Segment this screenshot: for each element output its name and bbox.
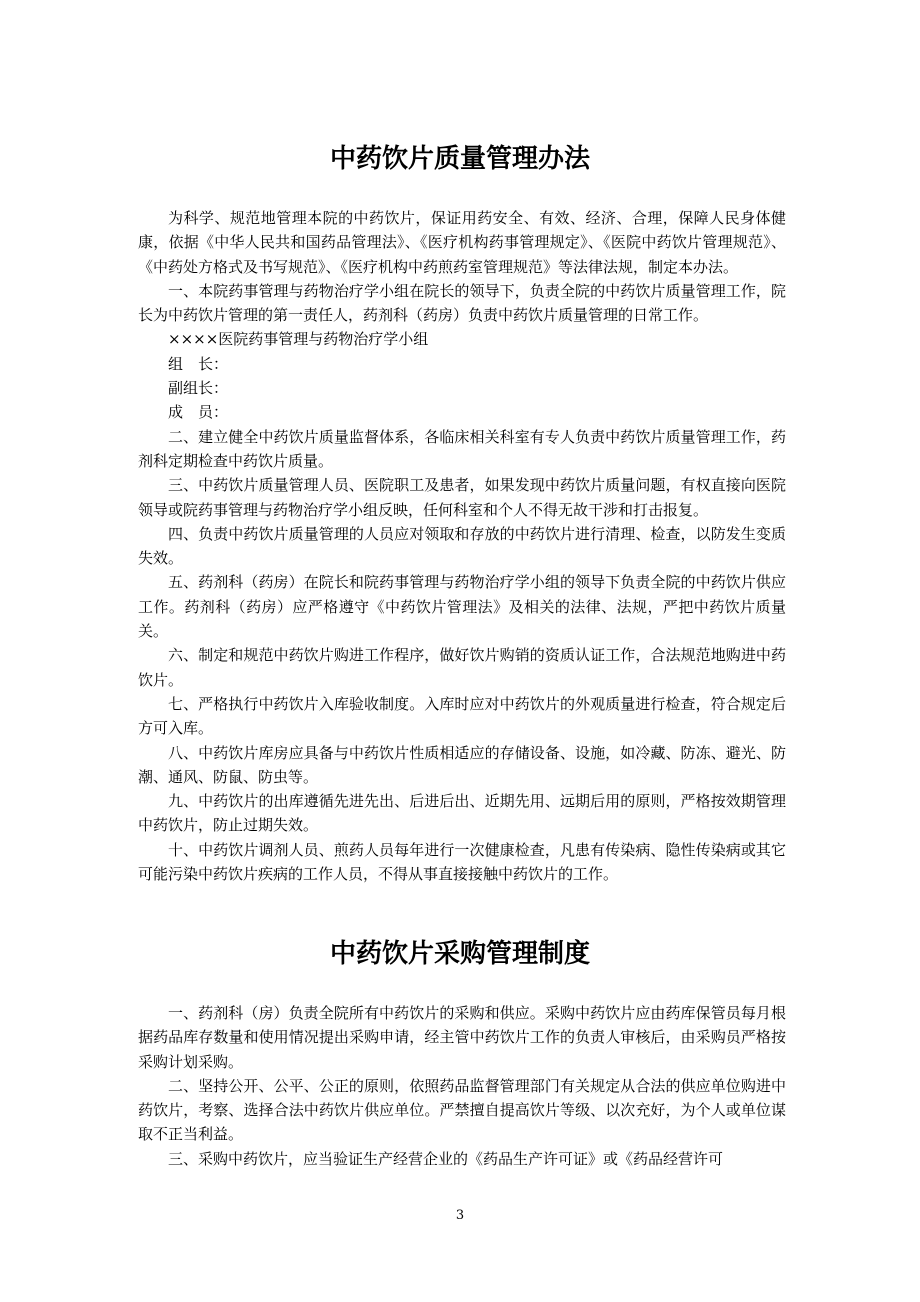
paragraph-item-1: 一、药剂科（房）负责全院所有中药饮片的采购和供应。采购中药饮片应由药库保管员每月根据药品库存数量和使用情况提出采购申请，经主管中药饮片工作的负责人审核后，由采购员严格按采购计划采购。 (138, 1004, 786, 1071)
paragraph-item-9: 九、中药饮片的出库遵循先进先出、后进后出、近期先用、远期后用的原则，严格按效期管理中药饮片，防止过期失效。 (138, 792, 786, 835)
paragraph-item-7: 七、严格执行中药饮片入库验收制度。入库时应对中药饮片的外观质量进行检查，符合规定后方可入库。 (138, 694, 786, 738)
paragraph-item-2: 二、建立健全中药饮片质量监督体系，各临床相关科室有专人负责中药饮片质量管理工作，药剂科定期检查中药饮片质量。 (138, 427, 786, 470)
paragraph-group-members: 成 员： (168, 403, 229, 422)
section-title-quality-management: 中药饮片质量管理办法 (329, 144, 590, 174)
page-number: 3 (455, 1208, 465, 1223)
paragraph-item-6: 六、制定和规范中药饮片购进工作程序，做好饮片购销的资质认证工作，合法规范地购进中药饮片。 (138, 646, 786, 689)
paragraph-item-3: 三、采购中药饮片，应当验证生产经营企业的《药品生产许可证》或《药品经营许可 (168, 1149, 724, 1168)
section-body-procurement-management (138, 1001, 786, 1171)
paragraph-group-name: ××××医院药事管理与药物治疗学小组 (168, 330, 429, 349)
paragraph-item-3: 三、中药饮片质量管理人员、医院职工及患者，如果发现中药饮片质量问题，有权直接向医院领导或院药事管理与药物治疗学小组反映，任何科室和个人不得无故干涉和打击报复。 (138, 476, 786, 519)
paragraph-item-2: 二、坚持公开、公平、公正的原则，依照药品监督管理部门有关规定从合法的供应单位购进中药饮片，考察、选择合法中药饮片供应单位。严禁擅自提高饮片等级、以次充好，为个人或单位谋取不正当利益。 (138, 1076, 786, 1144)
paragraph-group-deputy: 副组长： (168, 379, 229, 398)
paragraph-item-4: 四、负责中药饮片质量管理的人员应对领取和存放的中药饮片进行清理、检查，以防发生变质失效。 (138, 524, 786, 568)
paragraph-group-leader: 组 长： (168, 354, 229, 373)
paragraph-item-10: 十、中药饮片调剂人员、煎药人员每年进行一次健康检查，凡患有传染病、隐性传染病或其它可能污染中药饮片疾病的工作人员，不得从事直接接触中药饮片的工作。 (138, 840, 786, 884)
section-title-procurement-management: 中药饮片采购管理制度 (329, 939, 590, 969)
paragraph-item-8: 八、中药饮片库房应具备与中药饮片性质相适应的存储设备、设施，如冷藏、防冻、避光、防潮、通风、防鼠、防虫等。 (138, 743, 786, 786)
paragraph-item-5: 五、药剂科（药房）在院长和院药事管理与药物治疗学小组的领导下负责全院的中药饮片供应工作。药剂科（药房）应严格遵守《中药饮片管理法》及相关的法律、法规，严把中药饮片质量关。 (138, 573, 786, 641)
paragraph-item-1: 一、本院药事管理与药物治疗学小组在院长的领导下，负责全院的中药饮片质量管理工作，院长为中药饮片管理的第一责任人，药剂科（药房）负责中药饮片质量管理的日常工作。 (138, 281, 786, 325)
section-body-quality-management (138, 206, 786, 886)
paragraph-intro: 为科学、规范地管理本院的中药饮片，保证用药安全、有效、经济、合理，保障人民身体健康，依据《中华人民共和国药品管理法》、《医疗机构药事管理规定》、《医院中药饮片管理规范》、《中药处方格式及书写规范》、《医疗机构中药煎药室管理规范》等法律法规，制定本办法。 (138, 209, 786, 276)
